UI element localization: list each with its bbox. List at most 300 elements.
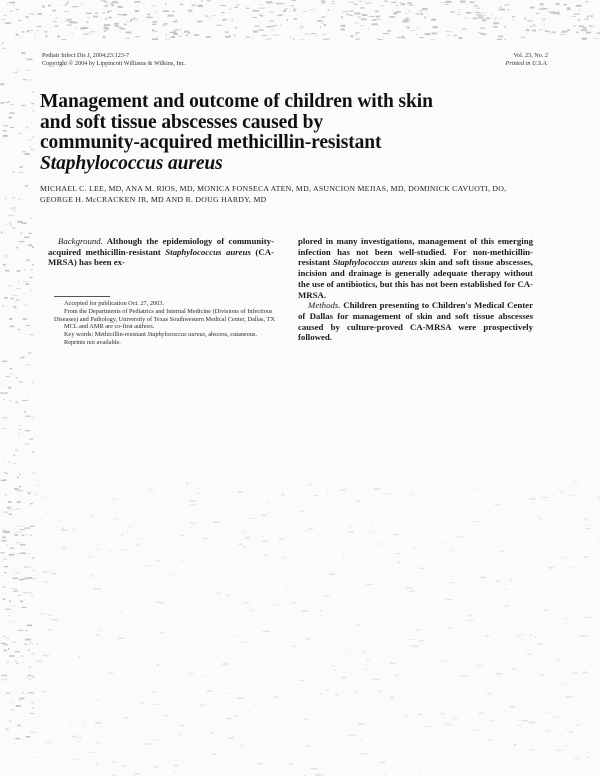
noise-speck [29, 679, 31, 680]
noise-speck [396, 553, 401, 554]
noise-speck [550, 32, 554, 33]
noise-speck [30, 642, 31, 644]
noise-speck [7, 507, 11, 509]
title-line-2: and soft tissue abscesses caused by [40, 111, 324, 133]
noise-speck [165, 39, 170, 40]
noise-speck [238, 491, 243, 493]
noise-speck [38, 519, 43, 520]
noise-speck [419, 37, 424, 38]
noise-speck [201, 0, 202, 2]
noise-speck [25, 185, 28, 187]
noise-speck [67, 1, 69, 3]
noise-speck [8, 648, 10, 650]
title-line-1: Management and outcome of children with skin [40, 91, 433, 112]
noise-speck [26, 127, 29, 128]
noise-speck [559, 497, 560, 498]
noise-speck [118, 6, 123, 8]
noise-speck [104, 31, 106, 32]
noise-speck [37, 26, 42, 27]
noise-speck [299, 26, 303, 27]
noise-speck [124, 24, 127, 26]
noise-speck [368, 28, 369, 29]
noise-speck [197, 21, 203, 23]
background-text: Although the epidemiology of community-acquired methicillin-resistant [48, 236, 274, 257]
noise-speck [77, 27, 78, 29]
noise-speck [197, 5, 202, 7]
noise-speck [36, 485, 42, 486]
noise-speck [293, 646, 296, 648]
noise-speck [35, 35, 36, 36]
noise-speck [236, 4, 239, 5]
background-label: Background. [58, 236, 103, 246]
noise-speck [19, 486, 21, 487]
noise-speck [242, 532, 247, 533]
noise-speck [42, 571, 49, 573]
noise-speck [10, 222, 11, 223]
noise-speck [420, 10, 423, 11]
noise-speck [56, 610, 58, 611]
noise-speck [22, 31, 24, 32]
noise-speck [508, 9, 510, 10]
noise-speck [180, 725, 185, 726]
noise-speck [5, 198, 7, 199]
noise-speck [174, 30, 177, 31]
noise-speck [513, 713, 515, 714]
noise-speck [86, 22, 89, 23]
noise-speck [490, 719, 492, 720]
noise-speck [12, 588, 18, 589]
noise-speck [7, 3, 8, 4]
noise-speck [1, 392, 3, 394]
noise-speck [5, 22, 11, 24]
noise-speck [157, 664, 159, 666]
noise-speck [309, 10, 315, 11]
noise-speck [506, 698, 508, 699]
noise-speck [323, 596, 330, 597]
noise-speck [90, 575, 93, 576]
noise-speck [117, 27, 123, 28]
noise-speck [54, 582, 55, 583]
noise-speck [4, 125, 8, 126]
noise-speck [9, 554, 14, 556]
noise-speck [72, 6, 79, 7]
noise-speck [134, 773, 141, 774]
noise-speck [470, 2, 475, 4]
noise-speck [324, 24, 326, 26]
noise-speck [446, 1, 452, 3]
noise-speck [320, 693, 322, 695]
noise-speck [362, 14, 368, 16]
noise-speck [48, 629, 51, 630]
noise-speck [510, 706, 515, 708]
noise-speck [260, 15, 263, 17]
noise-speck [308, 484, 312, 485]
noise-speck [5, 102, 9, 103]
noise-speck [112, 1, 118, 3]
noise-speck [392, 756, 394, 757]
noise-speck [484, 640, 485, 641]
noise-speck [590, 26, 595, 27]
noise-speck [576, 725, 580, 726]
noise-speck [285, 9, 287, 10]
noise-speck [20, 544, 26, 546]
noise-speck [207, 690, 213, 692]
noise-speck [554, 717, 562, 718]
noise-speck [289, 763, 293, 764]
noise-speck [55, 768, 58, 769]
noise-speck [82, 27, 88, 29]
noise-speck [89, 752, 96, 753]
noise-speck [346, 14, 349, 15]
noise-speck [529, 722, 536, 723]
noise-speck [109, 551, 111, 552]
noise-speck [31, 149, 34, 150]
noise-speck [469, 615, 472, 617]
noise-speck [366, 659, 370, 660]
noise-speck [126, 38, 130, 39]
noise-speck [494, 504, 500, 505]
noise-speck [154, 766, 159, 768]
volume-header [506, 52, 548, 67]
noise-speck [266, 26, 272, 27]
noise-speck [512, 16, 516, 17]
noise-speck [31, 122, 33, 123]
noise-speck [14, 454, 15, 456]
noise-speck [379, 762, 385, 764]
noise-speck [30, 146, 31, 148]
noise-speck [108, 17, 112, 19]
noise-speck [152, 740, 160, 741]
noise-speck [17, 725, 21, 726]
noise-speck [586, 32, 591, 34]
noise-speck [6, 693, 9, 694]
noise-speck [254, 17, 255, 18]
noise-speck [278, 15, 283, 17]
noise-speck [246, 625, 249, 626]
noise-speck [3, 559, 7, 560]
noise-speck [10, 208, 15, 209]
noise-speck [262, 35, 268, 36]
noise-speck [329, 574, 335, 576]
noise-speck [16, 450, 18, 451]
noise-speck [31, 596, 34, 597]
noise-speck [220, 5, 226, 6]
noise-speck [234, 715, 238, 716]
noise-speck [323, 39, 329, 40]
noise-speck [146, 743, 153, 745]
noise-speck [358, 17, 361, 18]
noise-speck [1, 19, 5, 20]
noise-speck [10, 326, 15, 328]
noise-speck [109, 708, 112, 709]
noise-speck [9, 514, 12, 515]
noise-speck [570, 496, 577, 497]
noise-speck [5, 609, 11, 610]
noise-speck [556, 750, 561, 751]
noise-speck [22, 79, 26, 80]
methods-label: Methods. [308, 300, 341, 311]
noise-speck [114, 23, 119, 25]
noise-speck [371, 526, 373, 527]
noise-speck [325, 690, 330, 691]
noise-speck [569, 731, 574, 732]
noise-speck [252, 10, 259, 12]
noise-speck [4, 644, 8, 645]
noise-speck [6, 729, 9, 730]
noise-speck [400, 2, 402, 3]
noise-speck [53, 10, 56, 12]
noise-speck [2, 418, 7, 419]
noise-speck [252, 17, 258, 18]
noise-speck [28, 244, 32, 246]
noise-speck [544, 712, 549, 713]
noise-speck [4, 531, 9, 533]
footnote-accepted: Accepted for publication Oct. 27, 2003. [64, 300, 165, 307]
noise-speck [532, 30, 536, 32]
noise-speck [560, 34, 565, 35]
noise-speck [12, 197, 14, 198]
noise-speck [15, 308, 16, 309]
methods-text: Children presenting to Children's Medical Center of Dallas for management of skin and soft tissue abscesses caused by culture-proved CA-MRSA were prospectively followed. [298, 300, 533, 343]
noise-speck [365, 584, 373, 585]
noise-speck [171, 36, 176, 38]
noise-speck [17, 329, 20, 330]
noise-speck [580, 635, 586, 637]
noise-speck [364, 669, 370, 670]
noise-speck [137, 625, 138, 626]
noise-speck [262, 541, 268, 542]
noise-speck [458, 12, 460, 13]
noise-speck [27, 568, 32, 569]
noise-speck [342, 11, 348, 12]
noise-speck [69, 22, 75, 23]
noise-speck [321, 1, 325, 3]
noise-speck [18, 69, 19, 71]
noise-speck [89, 33, 90, 35]
noise-speck [18, 20, 21, 21]
noise-speck [354, 23, 359, 24]
noise-speck [504, 606, 509, 607]
noise-speck [583, 27, 587, 29]
noise-speck [476, 8, 480, 9]
noise-speck [16, 491, 20, 492]
noise-speck [45, 602, 46, 603]
noise-speck [5, 494, 7, 495]
noise-speck [27, 365, 31, 366]
noise-speck [107, 11, 109, 13]
noise-speck [15, 660, 16, 662]
footnotes [54, 296, 276, 347]
noise-speck [541, 8, 548, 9]
noise-speck [586, 757, 589, 758]
noise-speck [3, 428, 6, 429]
noise-speck [481, 13, 485, 14]
noise-speck [29, 140, 33, 141]
noise-speck [548, 34, 552, 35]
noise-speck [560, 735, 562, 736]
noise-speck [35, 38, 36, 39]
noise-speck [570, 644, 571, 645]
noise-speck [562, 31, 567, 32]
noise-speck [80, 28, 85, 30]
noise-speck [25, 58, 27, 59]
noise-speck [55, 18, 57, 19]
noise-speck [203, 676, 207, 677]
noise-speck [13, 306, 16, 308]
noise-speck [500, 551, 504, 552]
noise-speck [190, 523, 196, 524]
noise-speck [30, 676, 34, 677]
noise-speck [67, 25, 72, 26]
article-title [40, 92, 560, 174]
noise-speck [20, 167, 23, 168]
noise-speck [504, 39, 506, 40]
noise-speck [8, 387, 11, 389]
noise-speck [18, 490, 23, 491]
noise-speck [410, 590, 415, 592]
noise-speck [30, 218, 32, 219]
noise-speck [151, 5, 156, 6]
noise-speck [365, 3, 371, 4]
noise-speck [436, 14, 437, 15]
noise-speck [110, 3, 112, 4]
noise-speck [475, 12, 480, 13]
noise-speck [9, 655, 14, 657]
noise-speck [132, 590, 134, 591]
noise-speck [26, 416, 31, 417]
noise-speck [130, 19, 132, 21]
noise-speck [209, 18, 212, 19]
noise-speck [559, 13, 560, 15]
noise-speck [118, 14, 124, 15]
noise-speck [194, 34, 199, 36]
noise-speck [7, 662, 8, 664]
noise-speck [473, 18, 477, 20]
noise-speck [350, 11, 354, 12]
noise-speck [94, 742, 101, 743]
noise-speck [395, 674, 398, 675]
noise-speck [179, 734, 182, 735]
noise-speck [399, 710, 400, 711]
noise-speck [238, 697, 244, 699]
noise-speck [72, 33, 73, 34]
noise-speck [83, 34, 88, 35]
noise-speck [591, 15, 593, 17]
noise-speck [417, 27, 419, 28]
noise-speck [441, 661, 448, 662]
noise-speck [30, 666, 31, 668]
noise-speck [582, 38, 586, 40]
noise-speck [244, 546, 247, 548]
noise-speck [175, 19, 176, 21]
noise-speck [18, 382, 23, 383]
noise-speck [160, 603, 165, 604]
noise-speck [63, 11, 69, 12]
noise-speck [566, 696, 573, 698]
noise-speck [31, 103, 34, 104]
noise-speck [9, 2, 15, 4]
noise-speck [18, 133, 22, 134]
noise-speck [355, 34, 357, 35]
noise-speck [280, 24, 281, 25]
noise-speck [273, 605, 280, 606]
noise-speck [361, 19, 367, 21]
noise-speck [561, 684, 566, 685]
noise-speck [328, 9, 329, 11]
noise-speck [1, 561, 3, 562]
noise-speck [331, 665, 336, 666]
noise-speck [33, 110, 34, 111]
noise-speck [9, 615, 10, 616]
background-paragraph [48, 236, 274, 268]
noise-speck [407, 2, 411, 4]
noise-speck [102, 595, 103, 596]
noise-speck [356, 501, 361, 502]
noise-speck [10, 703, 12, 704]
noise-speck [306, 638, 310, 640]
noise-speck [19, 241, 25, 242]
noise-speck [21, 52, 25, 54]
noise-speck [21, 662, 24, 663]
noise-speck [475, 730, 480, 731]
noise-speck [173, 33, 178, 35]
noise-speck [9, 112, 14, 113]
noise-speck [527, 654, 531, 655]
noise-speck [20, 474, 21, 475]
noise-speck [3, 587, 5, 588]
noise-speck [3, 636, 5, 637]
noise-speck [21, 166, 23, 168]
noise-speck [30, 233, 32, 234]
noise-speck [5, 270, 10, 272]
noise-speck [228, 693, 233, 694]
noise-speck [32, 757, 37, 758]
noise-speck [22, 400, 28, 401]
noise-speck [105, 5, 108, 7]
noise-speck [10, 11, 13, 12]
noise-speck [37, 661, 42, 663]
noise-speck [172, 21, 177, 22]
noise-speck [3, 530, 6, 531]
noise-speck [174, 765, 178, 766]
noise-speck [484, 661, 486, 662]
noise-speck [82, 27, 83, 29]
noise-speck [153, 21, 158, 23]
noise-speck [424, 33, 429, 34]
noise-speck [354, 13, 360, 15]
noise-speck [21, 222, 26, 224]
noise-speck [389, 16, 394, 18]
noise-speck [198, 6, 203, 8]
noise-speck [231, 19, 233, 20]
noise-speck [276, 3, 281, 5]
noise-speck [12, 577, 18, 579]
noise-speck [485, 649, 490, 650]
noise-speck [11, 710, 15, 711]
noise-speck [574, 25, 575, 27]
noise-speck [29, 277, 33, 278]
noise-speck [17, 477, 19, 478]
noise-speck [416, 34, 417, 36]
noise-speck [309, 528, 314, 529]
noise-speck [203, 538, 208, 539]
noise-speck [26, 16, 29, 18]
noise-speck [447, 35, 451, 36]
noise-speck [94, 588, 102, 590]
noise-speck [10, 548, 15, 549]
noise-speck [10, 224, 12, 225]
noise-speck [274, 696, 279, 698]
